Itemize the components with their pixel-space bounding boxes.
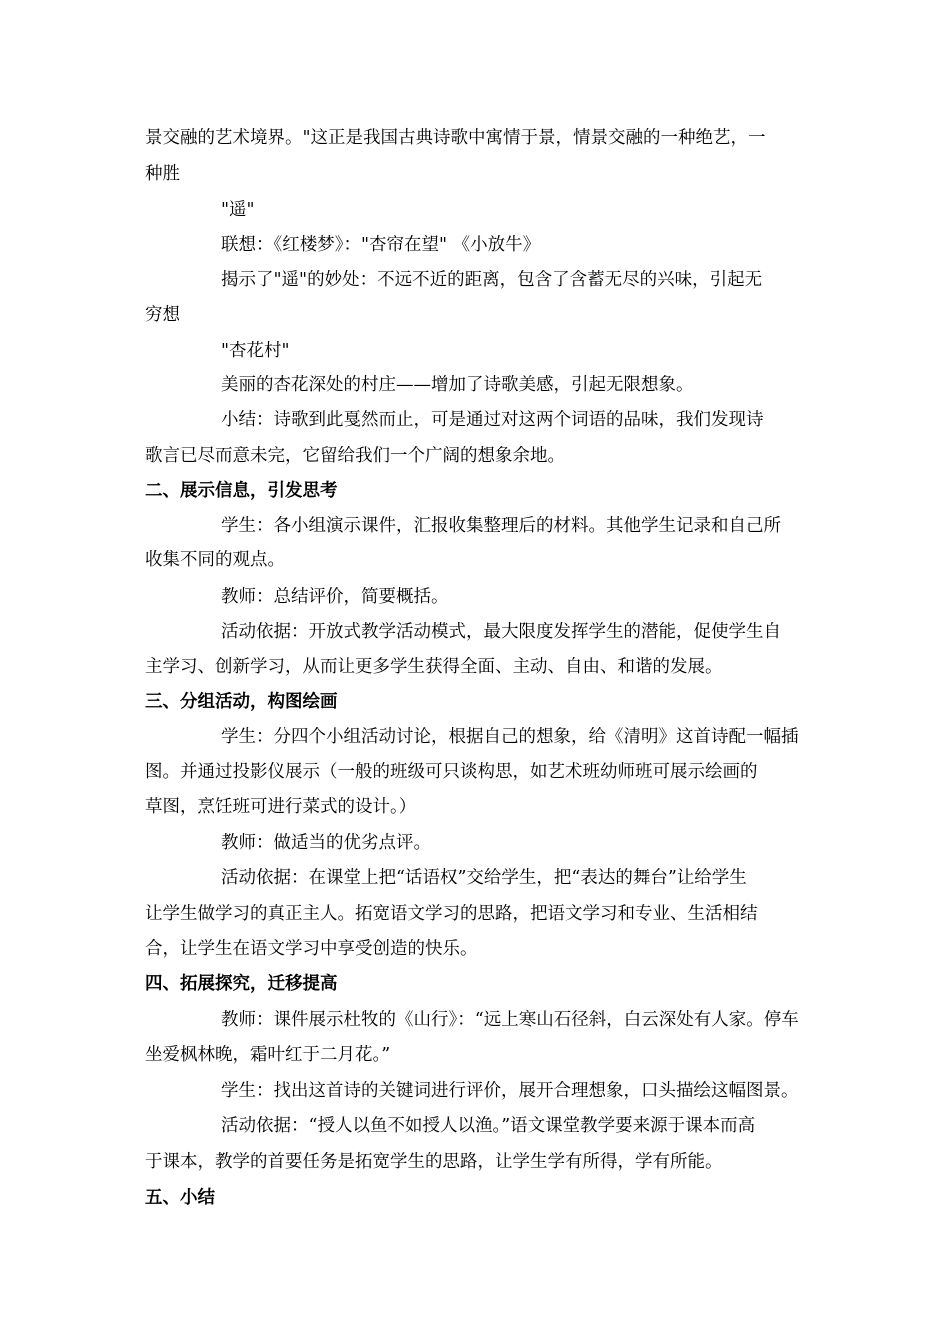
paragraph-line: 教师：课件展示杜牧的《山行》：“远上寒山石径斜，白云深处有人家。停车: [221, 1010, 799, 1030]
paragraph-line: "杏花村": [221, 341, 290, 361]
paragraph-line: 坐爱枫林晚，霜叶红于二月花。”: [145, 1045, 391, 1065]
paragraph-line: 教师：总结评价，简要概括。: [221, 587, 449, 607]
paragraph-line: 收集不同的观点。: [145, 550, 285, 570]
paragraph-line: "遥": [221, 200, 255, 220]
paragraph-line: 穷想: [145, 305, 180, 325]
paragraph-line: 联想：《红楼梦》："杏帘在望" 《小放牛》: [221, 235, 541, 255]
paragraph-line: 小结：诗歌到此戛然而止，可是通过对这两个词语的品味，我们发现诗: [221, 410, 764, 430]
paragraph-line: 学生：找出这首诗的关键词进行评价，展开合理想象，口头描绘这幅图景。: [221, 1081, 799, 1101]
paragraph-line: 合，让学生在语文学习中享受创造的快乐。: [145, 939, 478, 959]
paragraph-line: 让学生做学习的真正主人。拓宽语文学习的思路，把语文学习和专业、生活相结: [145, 904, 758, 924]
paragraph-line: 主学习、创新学习，从而让更多学生获得全面、主动、自由、和谐的发展。: [145, 657, 723, 677]
section-heading: 三、分组活动，构图绘画: [145, 692, 338, 712]
paragraph-line: 美丽的杏花深处的村庄——增加了诗歌美感，引起无限想象。: [221, 375, 694, 395]
section-heading: 四、拓展探究，迁移提高: [145, 974, 338, 994]
paragraph-line: 揭示了"遥"的妙处：不远不近的距离，包含了含蓄无尽的兴味，引起无: [221, 270, 763, 290]
paragraph-line: 草图，烹饪班可进行菜式的设计。）: [145, 797, 417, 817]
paragraph-line: 活动依据：开放式教学活动模式，最大限度发挥学生的潜能，促使学生自: [221, 622, 781, 642]
paragraph-line: 学生：各小组演示课件，汇报收集整理后的材料。其他学生记录和自己所: [221, 516, 781, 536]
paragraph-line: 教师：做适当的优劣点评。: [221, 833, 431, 853]
section-heading: 五、小结: [145, 1188, 215, 1208]
paragraph-line: 种胜: [145, 164, 180, 184]
paragraph-line: 于课本，教学的首要任务是拓宽学生的思路，让学生学有所得，学有所能。: [145, 1152, 723, 1172]
paragraph-line: 活动依据：在课堂上把“话语权”交给学生，把“表达的舞台”让给学生: [221, 868, 747, 888]
section-heading: 二、展示信息，引发思考: [145, 481, 338, 501]
paragraph-line: 景交融的艺术境界。"这正是我国古典诗歌中寓情于景，情景交融的一种绝艺，一: [145, 128, 766, 148]
paragraph-line: 歌言已尽而意未完，它留给我们一个广阔的想象余地。: [145, 446, 565, 466]
paragraph-line: 图。并通过投影仪展示（一般的班级可只谈构思，如艺术班幼师班可展示绘画的: [145, 762, 758, 782]
paragraph-line: 学生：分四个小组活动讨论，根据自己的想象，给《清明》这首诗配一幅插: [221, 727, 799, 747]
paragraph-line: 活动依据：“授人以鱼不如授人以渔。”语文课堂教学要来源于课本而高: [221, 1116, 756, 1136]
